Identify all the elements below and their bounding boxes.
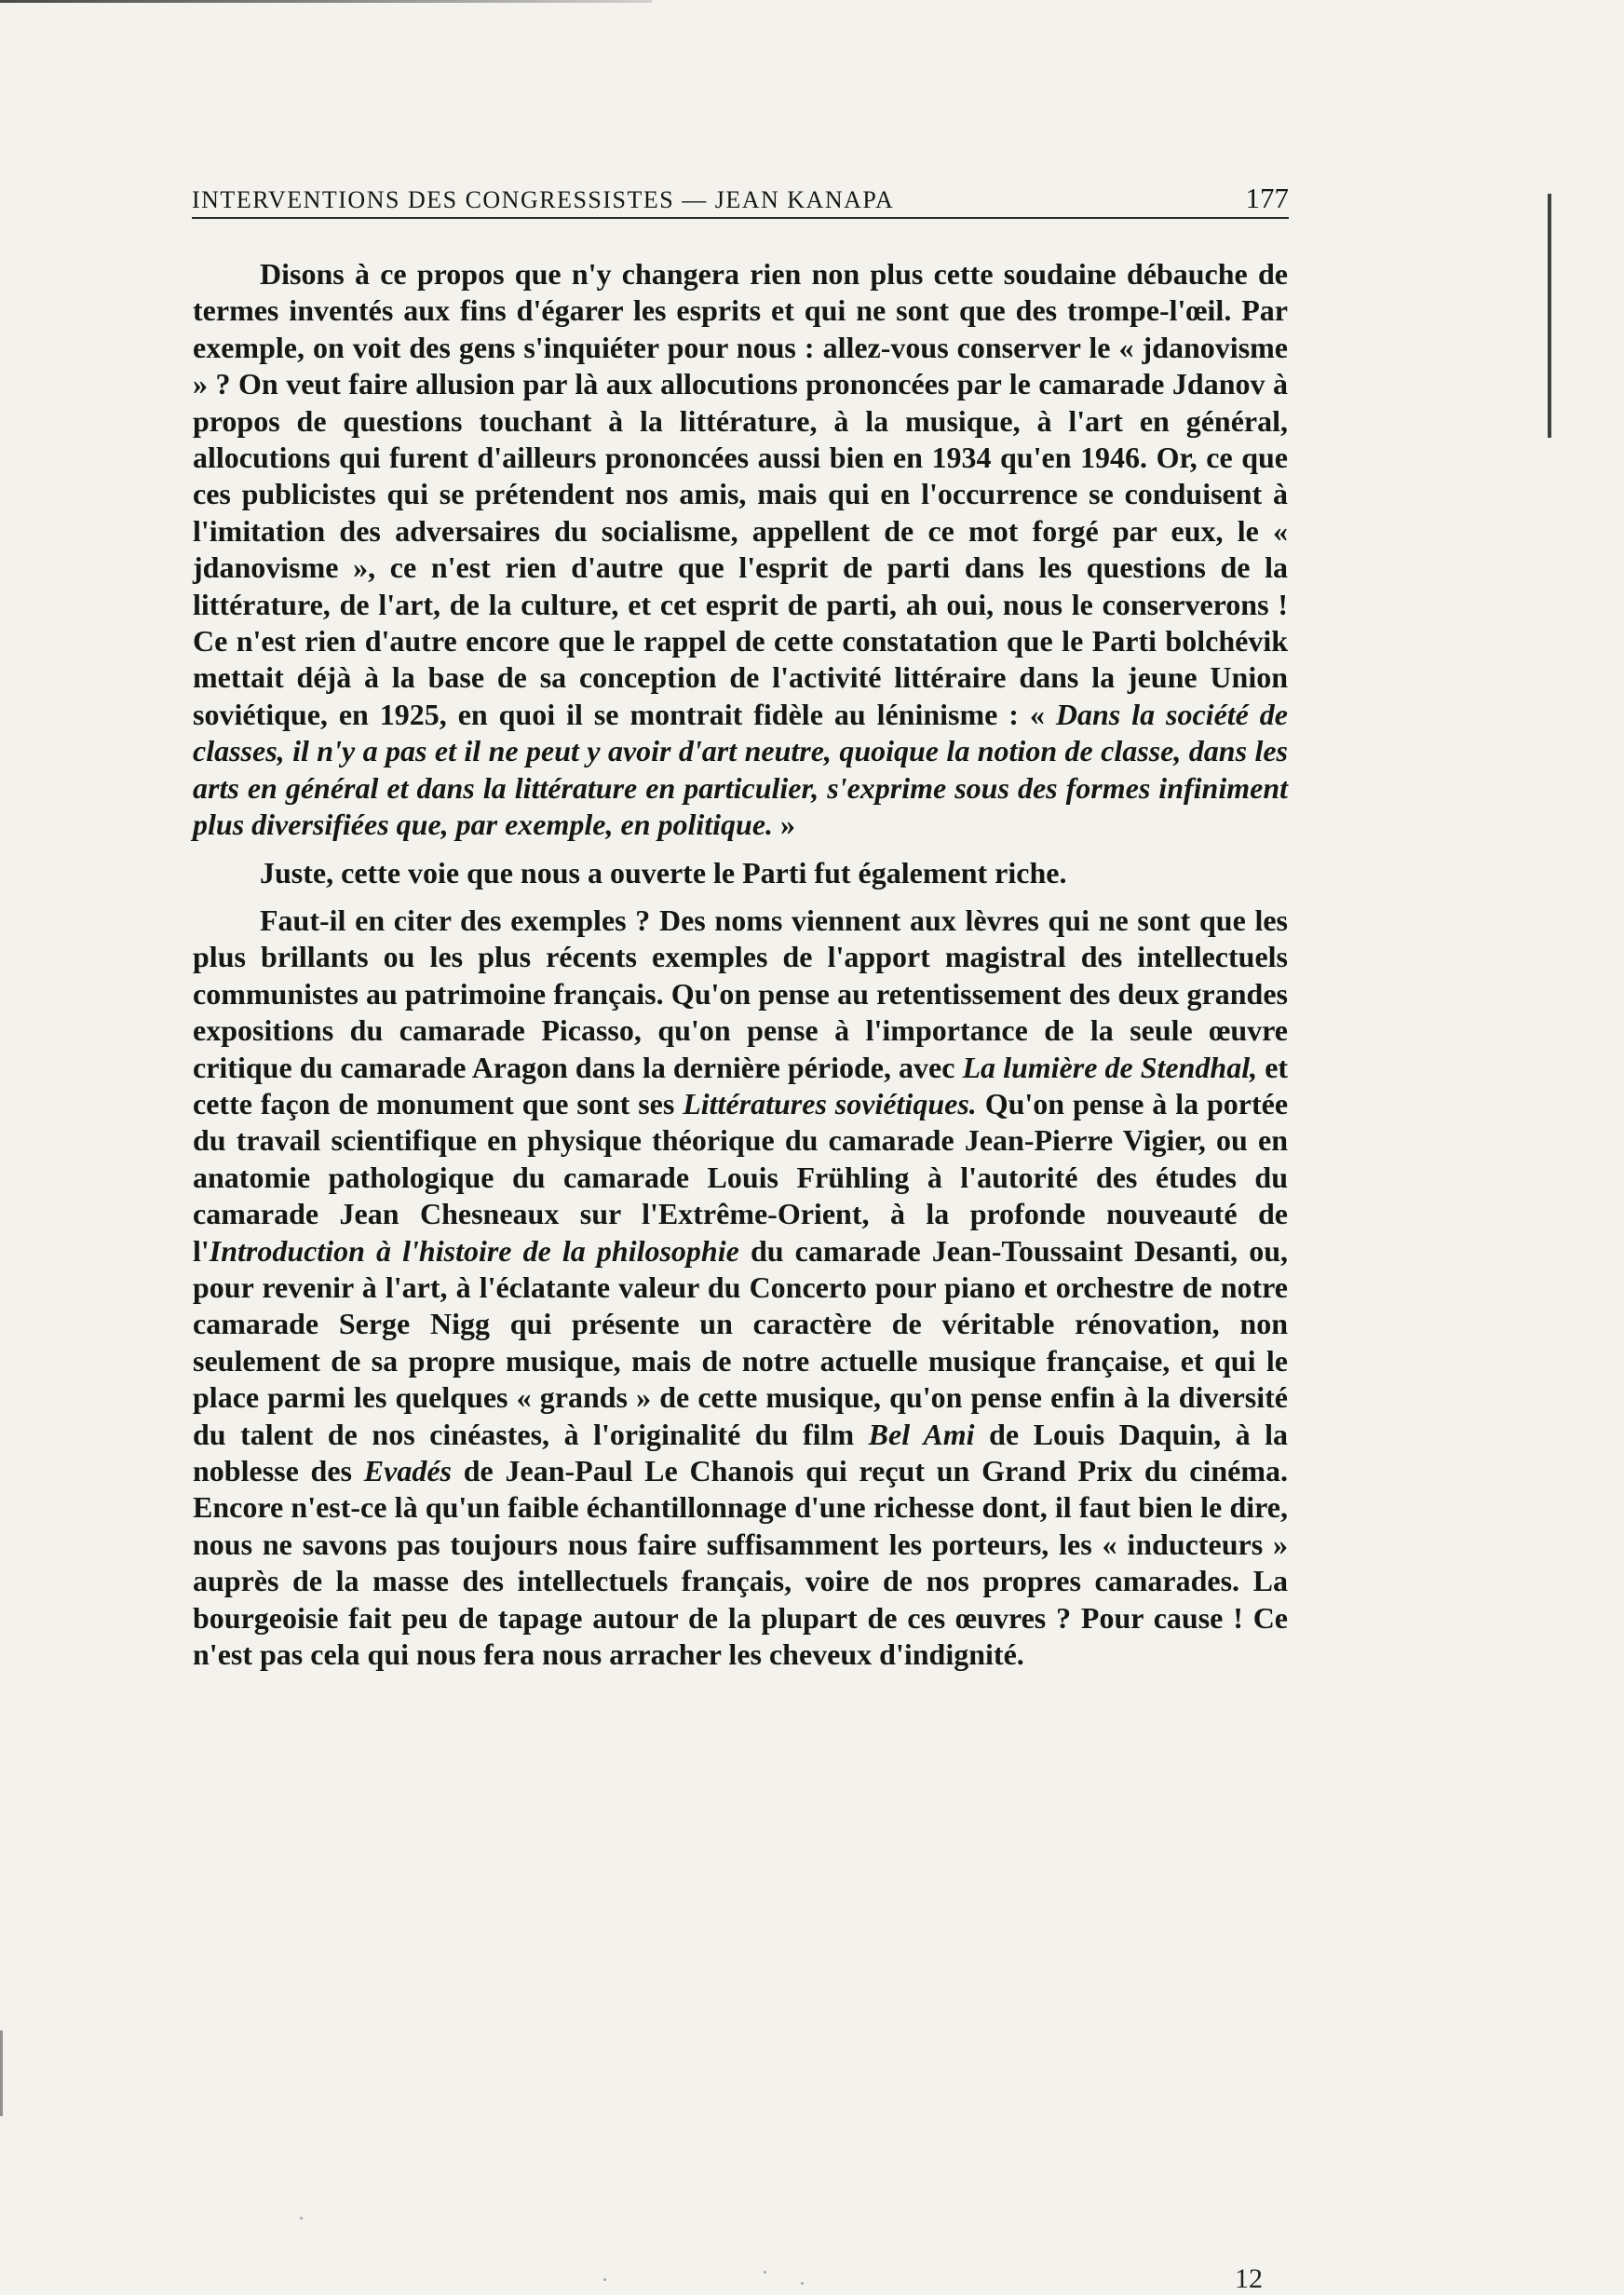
paragraph-3 (193, 903, 1288, 1674)
signature-mark: 12 (1235, 2263, 1263, 2294)
margin-mark-right (1548, 194, 1551, 438)
running-header (192, 166, 1289, 212)
paragraph-2: Juste, cette voie que nous a ouverte le Parti fut également riche. (260, 855, 1067, 889)
paragraph-3-text-b: et cette façon de monument que sont ses (193, 1050, 1289, 1120)
scan-speck (603, 2278, 606, 2281)
paragraph-3-text-a: Faut-il en citer des exemples ? Des noms viennent aux lèvres qui ne sont que les plus brillants ou les plus récents exemples de l'apport magistral des intellectuels communistes au patrimoine français. Qu'on pense au retentissement des deux grandes expositions du camarade Picasso, qu'on pense à l'importance de la seule œuvre critique du camarade Aragon dans la dernière période, avec (193, 903, 1288, 1084)
paragraph-1 (193, 256, 1288, 844)
lenin-quote: Dans la société de classes, il n'y a pas et il ne peut y avoir d'art neutre, quoique la notion de classe, dans les arts en général et dans la littérature en particulier, s'exprime sous des formes infiniment plus diversifiées que, par exemple, en politique. (193, 697, 1289, 842)
scan-speck (801, 2282, 804, 2285)
scan-edge-rule (0, 0, 652, 3)
paragraph-3-text-c: Qu'on pense à la portée du travail scientifique en physique théorique du camarade Jean-Pierre Vigier, ou en anatomie pathologique du camarade Louis Frühling à l'autorité des études du camarade Jean Chesneaux sur l'Extrême-Orient, à la profonde nouveauté de l' (193, 1086, 1289, 1268)
header-rule (192, 217, 1289, 219)
title-introduction-histoire-philosophie: Introduction à l'histoire de la philosophie (209, 1233, 739, 1268)
margin-mark-left (0, 2030, 3, 2116)
scan-speck (300, 2217, 303, 2220)
text-body (193, 256, 1288, 1684)
running-title: INTERVENTIONS DES CONGRESSISTES — JEAN KANAPA (192, 186, 895, 213)
paragraph-3-text-d: du camarade Jean-Toussaint Desanti, ou, pour revenir à l'art, à l'éclatante valeur du Concerto pour piano et orchestre de notre camarade Serge Nigg qui présente un caractère de véritable rénovation, non seulement de sa propre musique, mais de notre actuelle musique française, et qui le place parmi les quelques « grands » de cette musique, qu'on pense enfin à la diversité du talent de nos cinéastes, à l'originalité du film (193, 1233, 1289, 1451)
paragraph-3-text-f: de Jean-Paul Le Chanois qui reçut un Grand Prix du cinéma. Encore n'est-ce là qu'un faible échantillonnage d'une richesse dont, il faut bien le dire, nous ne savons pas toujours nous faire suffisamment les porteurs, les « inducteurs » auprès de la masse des intellectuels français, voire de nos propres camarades. La bourgeoisie fait peu de tapage autour de la plupart de ces œuvres ? Pour cause ! Ce n'est pas cela qui nous fera nous arracher les cheveux d'indignité. (193, 1454, 1289, 1672)
title-la-lumiere-de-stendhal: La lumière de Stendhal, (962, 1050, 1258, 1084)
scan-speck (764, 2271, 766, 2274)
paragraph-1-text: Disons à ce propos que n'y changera rien non plus cette soudaine débauche de termes inventés aux fins d'égarer les esprits et qui ne sont que des trompe-l'œil. Par exemple, on voit des gens s'inquiéter pour nous : allez-vous conserver le « jdanovisme » ? On veut faire allusion par là aux allocutions prononcées par le camarade Jdanov à propos de questions touchant à la littérature, à la musique, à l'art en général, allocutions qui furent d'ailleurs prononcées aussi bien en 1934 qu'en 1946. Or, ce que ces publicistes qui se prétendent nos amis, mais qui en l'occurrence se conduisent à l'imitation des adversaires du socialisme, appellent de ce mot forgé par eux, le « jdanovisme », ce n'est rien d'autre que l'esprit de parti dans les questions de la littérature, de l'art, de la culture, et cet esprit de parti, ah oui, nous le conserverons ! Ce n'est rien d'autre encore que le rappel de cette constatation que le Parti bolchévik mettait déjà à la base de sa conception de l'activité littéraire dans la jeune Union soviétique, en 1925, en quoi il se montrait fidèle au léninisme : « (193, 257, 1288, 731)
title-bel-ami: Bel Ami (868, 1417, 975, 1451)
quote-close: » (780, 808, 796, 842)
paragraph-3-text-e: de Louis Daquin, à la noblesse des (193, 1417, 1289, 1487)
title-evades: Evadés (363, 1454, 452, 1487)
page-number: 177 (1245, 182, 1289, 214)
title-litteratures-sovietiques: Littératures soviétiques. (683, 1086, 977, 1120)
